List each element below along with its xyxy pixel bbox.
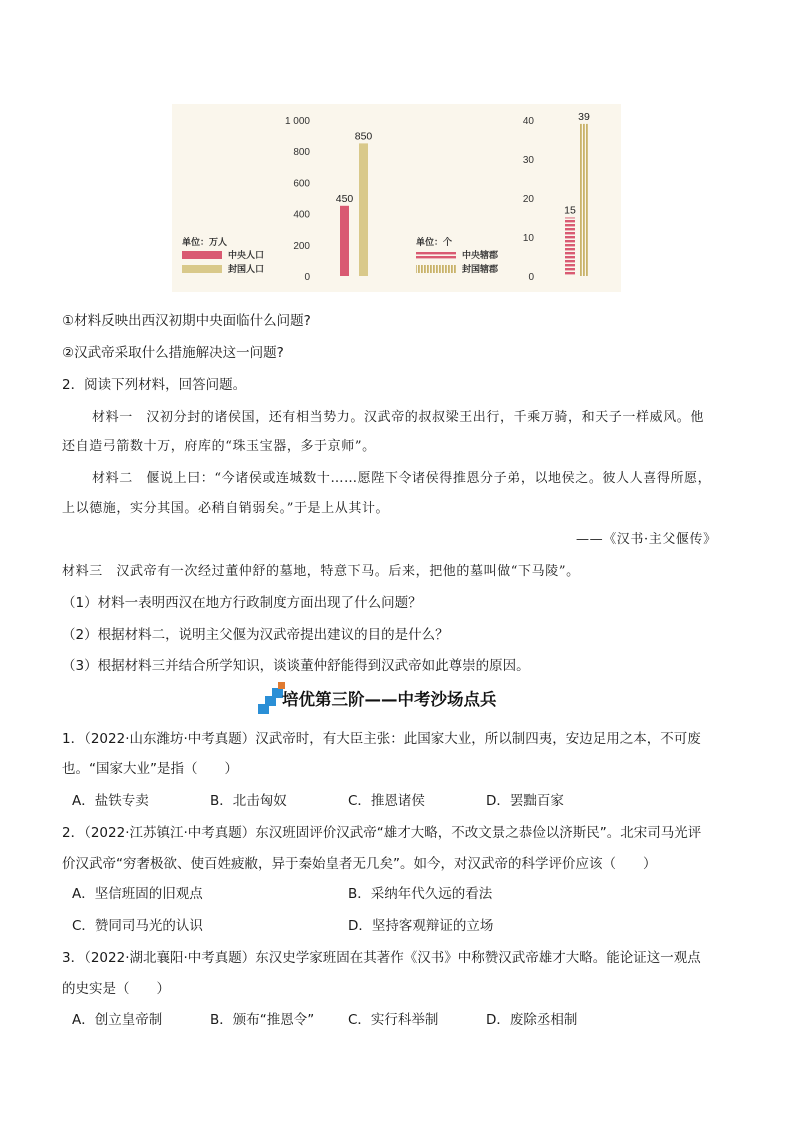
chart2-data-label: 39 (578, 110, 590, 123)
chart2-ytick-label: 0 (528, 272, 534, 283)
chart1-ytick-label: 600 (293, 178, 310, 190)
mcq-3-option-b: B．颁布“推恩令” (210, 1012, 315, 1028)
material-2-line-1: 材料二 偃说上曰：“今诸侯或连城数十……愿陛下令诸侯得推恩分子弟，以地侯之。彼人人喜得所愿， (92, 471, 712, 486)
chart2-data-label: 15 (564, 204, 576, 217)
chart1-data-label: 450 (335, 192, 354, 205)
mcq-3-option-c: C．实行科举制 (348, 1012, 439, 1028)
chart1-data-label: 850 (354, 130, 373, 143)
chart1-ytick-label: 200 (293, 240, 310, 252)
chart2-ytick-label: 30 (522, 155, 534, 166)
mcq-1-option-a: A．盐铁专卖 (72, 793, 149, 809)
material-3: 材料三 汉武帝有一次经过董仲舒的墓地，特意下马。后来，把他的墓叫做“下马陵”。 (62, 564, 580, 579)
mcq-2-line-2: 价汉武帝“穷奢极欲、使百姓疲敝，异于秦始皇者无几矣”。如今，对汉武帝的科学评价应该（ ） (62, 856, 657, 872)
mcq-2-option-c: C．赞同司马光的认识 (72, 918, 203, 934)
chart2-ytick-label: 40 (522, 116, 534, 127)
material-2-line-2: 上以德施，实分其国。必稍自销弱矣。”于是上从其计。 (62, 501, 390, 516)
chart2-bar-1 (565, 218, 575, 277)
material-1-line-2: 还自造弓箭数十万，府库的“珠玉宝器，多于京师”。 (62, 439, 376, 454)
mcq-3-line-2: 的史实是（ ） (62, 981, 170, 997)
q1-line-2: ②汉武帝采取什么措施解决这一问题? (62, 345, 284, 361)
chart2-ytick-label: 10 (522, 233, 534, 244)
mcq-3-option-d: D．废除丞相制 (486, 1012, 578, 1028)
chart1-ytick-label: 0 (304, 272, 310, 283)
mcq-3-line-1: 3．（2022·湖北襄阳·中考真题）东汉史学家班固在其著作《汉书》中称赞汉武帝雄才大略。能论证这一观点 (62, 950, 701, 966)
chart2-legend-swatch (416, 265, 456, 273)
bar-charts-figure (172, 104, 621, 292)
bar-charts-svg (172, 104, 621, 292)
mcq-2-option-a: A．坚信班固的旧观点 (72, 886, 203, 902)
chart2-legend-label: 中央辖郡 (462, 251, 499, 261)
q2-sub-2: （2）根据材料二，说明主父偃为汉武帝提出建议的目的是什么？ (62, 627, 449, 643)
chart1-legend-label: 中央人口 (228, 251, 265, 261)
chart2-unit-label: 单位：个 (416, 238, 453, 248)
section-heading (256, 682, 556, 716)
chart1-legend-swatch (182, 265, 222, 273)
material-2-source: ——《汉书·主父偃传》 (576, 532, 717, 547)
chart1-legend-label: 封国人口 (228, 265, 265, 275)
chart1-ytick-label: 800 (293, 147, 310, 159)
q2-sub-1: （1）材料一表明西汉在地方行政制度方面出现了什么问题？ (62, 595, 422, 611)
chart1-unit-label: 单位：万人 (182, 238, 228, 248)
q2-sub-3: （3）根据材料三并结合所学知识，谈谈董仲舒能得到汉武帝如此尊崇的原因。 (62, 658, 530, 674)
chart2-legend-label: 封国辖郡 (462, 265, 499, 275)
mcq-1-line-1: 1．（2022·山东潍坊·中考真题）汉武帝时，有大臣主张：此国家大业，所以制四夷，安边足用之本，不可废 (62, 731, 701, 747)
material-1-line-1: 材料一 汉初分封的诸侯国，还有相当势力。汉武帝的叔叔梁王出行，千乘万骑，和天子一样威风。他 (92, 410, 705, 425)
chart1-bar-2 (359, 143, 368, 276)
chart1-bar-1 (340, 206, 349, 276)
mcq-2-option-d: D．坚持客观辩证的立场 (348, 918, 494, 934)
mcq-1-option-b: B．北击匈奴 (210, 793, 287, 809)
mcq-1-option-d: D．罢黜百家 (486, 793, 564, 809)
chart1-legend-swatch (182, 251, 222, 259)
chart2-legend-swatch (416, 251, 456, 259)
chart1-ytick-label: 400 (293, 209, 310, 221)
chart2-bar-2 (579, 124, 589, 276)
section-title: 培优第三阶——中考沙场点兵 (282, 690, 497, 709)
q2-heading: 2．阅读下列材料，回答问题。 (62, 377, 247, 393)
chart2-ytick-label: 20 (522, 194, 534, 205)
mcq-3-option-a: A．创立皇帝制 (72, 1012, 163, 1028)
mcq-1-option-c: C．推恩诸侯 (348, 793, 425, 809)
q1-line-1: ①材料反映出西汉初期中央面临什么问题? (62, 313, 311, 329)
mcq-2-option-b: B．采纳年代久远的看法 (348, 886, 493, 902)
mcq-2-line-1: 2．（2022·江苏镇江·中考真题）东汉班固评价汉武帝“雄才大略，不改文景之恭俭以济斯民”。北宋司马光评 (62, 825, 702, 841)
mcq-1-line-2: 也。“国家大业”是指（ ） (62, 761, 238, 777)
chart1-ytick-label: 1 000 (284, 116, 310, 127)
